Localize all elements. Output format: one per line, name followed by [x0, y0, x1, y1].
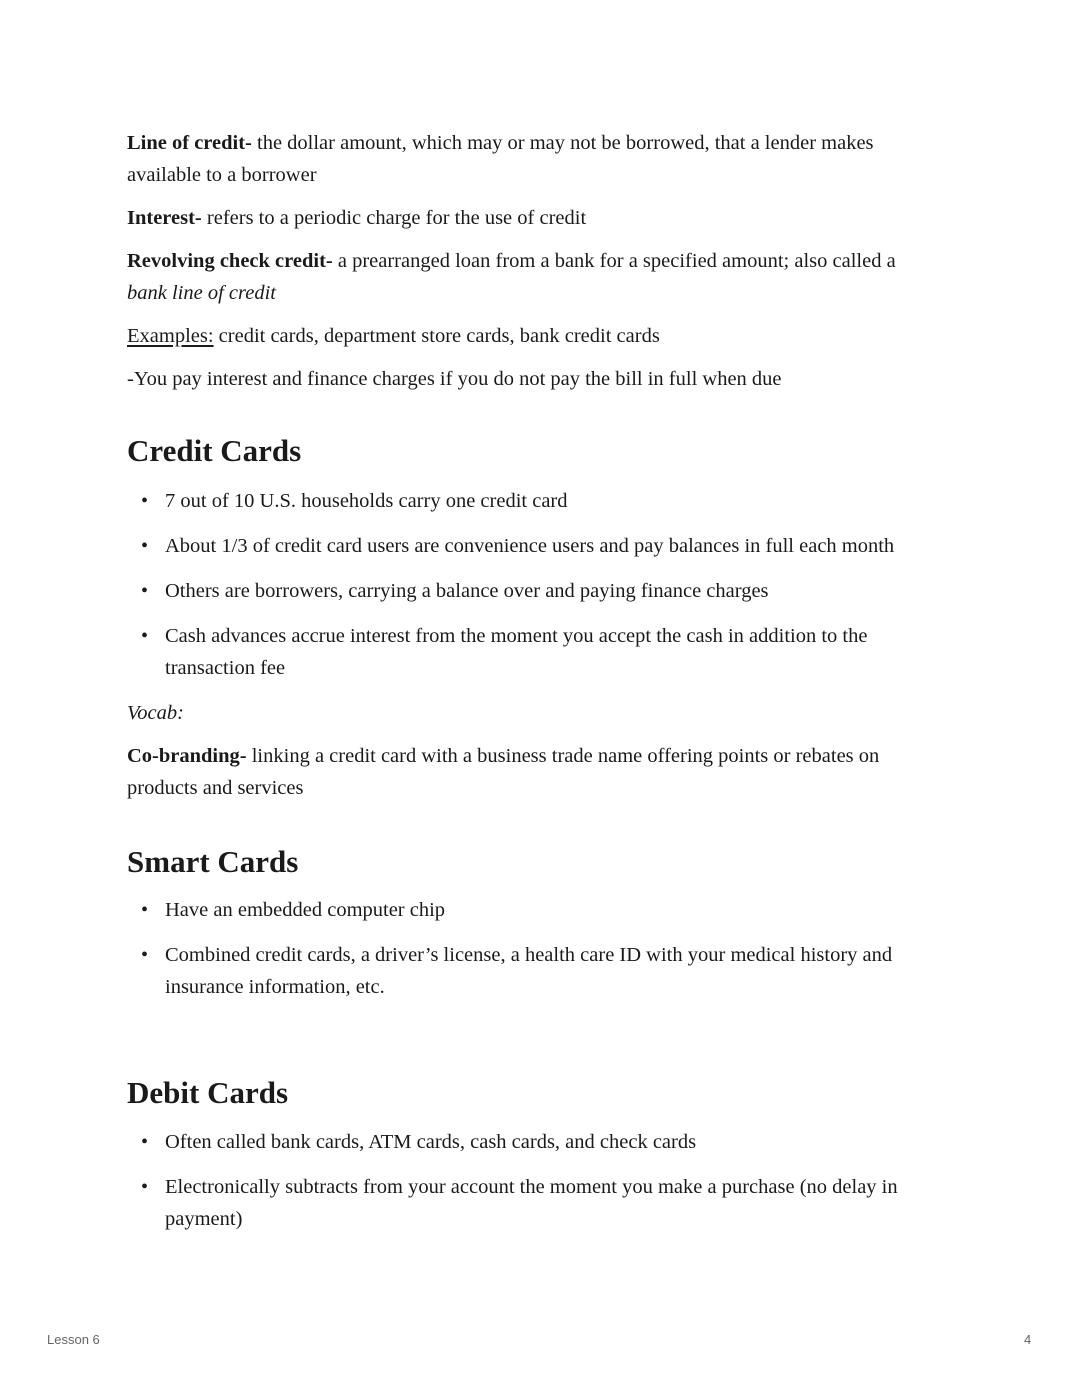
list-item — [127, 530, 927, 562]
definition-text: refers to a periodic charge for the use of credit — [201, 207, 587, 229]
footer-lesson-label: Lesson 6 — [47, 1332, 100, 1347]
page-content — [127, 127, 927, 1248]
list-item-text: 7 out of 10 U.S. households carry one credit card — [165, 490, 568, 512]
bullet-icon: • — [141, 1176, 149, 1198]
smart-cards-heading: Smart Cards — [127, 844, 299, 879]
debit-cards-heading: Debit Cards — [127, 1075, 289, 1110]
list-item-text: Often called bank cards, ATM cards, cash cards, and check cards — [165, 1131, 697, 1153]
vocab-label: Vocab: — [127, 702, 184, 724]
definition-line-of-credit — [127, 127, 927, 191]
list-item — [127, 894, 927, 926]
definition-term: Co-branding- — [127, 745, 247, 767]
bullet-icon: • — [141, 944, 149, 966]
smart-cards-list — [127, 894, 927, 1003]
list-item-text: Combined credit cards, a driver’s license, a health care ID with your medical history and insurance information, etc. — [165, 944, 893, 998]
list-item — [127, 939, 927, 1003]
list-item — [127, 1126, 927, 1158]
list-item — [127, 1171, 927, 1235]
footer-page-number: 4 — [1024, 1332, 1032, 1347]
bullet-icon: • — [141, 490, 149, 512]
definition-revolving-check-credit — [127, 245, 927, 309]
list-item-text: Cash advances accrue interest from the moment you accept the cash in addition to the transaction fee — [165, 625, 868, 679]
definition-term: Interest- — [127, 207, 202, 229]
credit-cards-list — [127, 485, 927, 684]
list-item-text: Have an embedded computer chip — [165, 899, 446, 921]
finance-charge-note: -You pay interest and finance charges if you do not pay the bill in full when due — [127, 368, 782, 390]
bullet-icon: • — [141, 535, 149, 557]
list-item — [127, 485, 927, 517]
definition-text: linking a credit card with a business trade name offering points or rebates on products and services — [127, 745, 880, 799]
list-item-text: Others are borrowers, carrying a balance over and paying finance charges — [165, 580, 769, 602]
definition-co-branding — [127, 740, 927, 804]
debit-cards-list — [127, 1126, 927, 1235]
definition-interest — [127, 202, 927, 234]
definition-term: Line of credit- — [127, 132, 252, 154]
bullet-icon: • — [141, 580, 149, 602]
list-item-text: Electronically subtracts from your account the moment you make a purchase (no delay in payment) — [165, 1176, 898, 1230]
examples-label: Examples: — [127, 325, 214, 347]
examples-line — [127, 320, 927, 352]
bullet-icon: • — [141, 625, 149, 647]
definition-text: a prearranged loan from a bank for a specified amount; also called a — [332, 250, 896, 272]
definition-term: Revolving check credit- — [127, 250, 333, 272]
list-item-text: About 1/3 of credit card users are convenience users and pay balances in full each month — [165, 535, 895, 557]
list-item — [127, 575, 927, 607]
definition-text: the dollar amount, which may or may not be borrowed, that a lender makes available to a borrower — [127, 132, 874, 186]
list-item — [127, 620, 927, 684]
bullet-icon: • — [141, 1131, 149, 1153]
bullet-icon: • — [141, 899, 149, 921]
examples-text: credit cards, department store cards, bank credit cards — [213, 325, 660, 347]
definition-italic-text: bank line of credit — [127, 282, 276, 304]
credit-cards-heading: Credit Cards — [127, 433, 302, 468]
